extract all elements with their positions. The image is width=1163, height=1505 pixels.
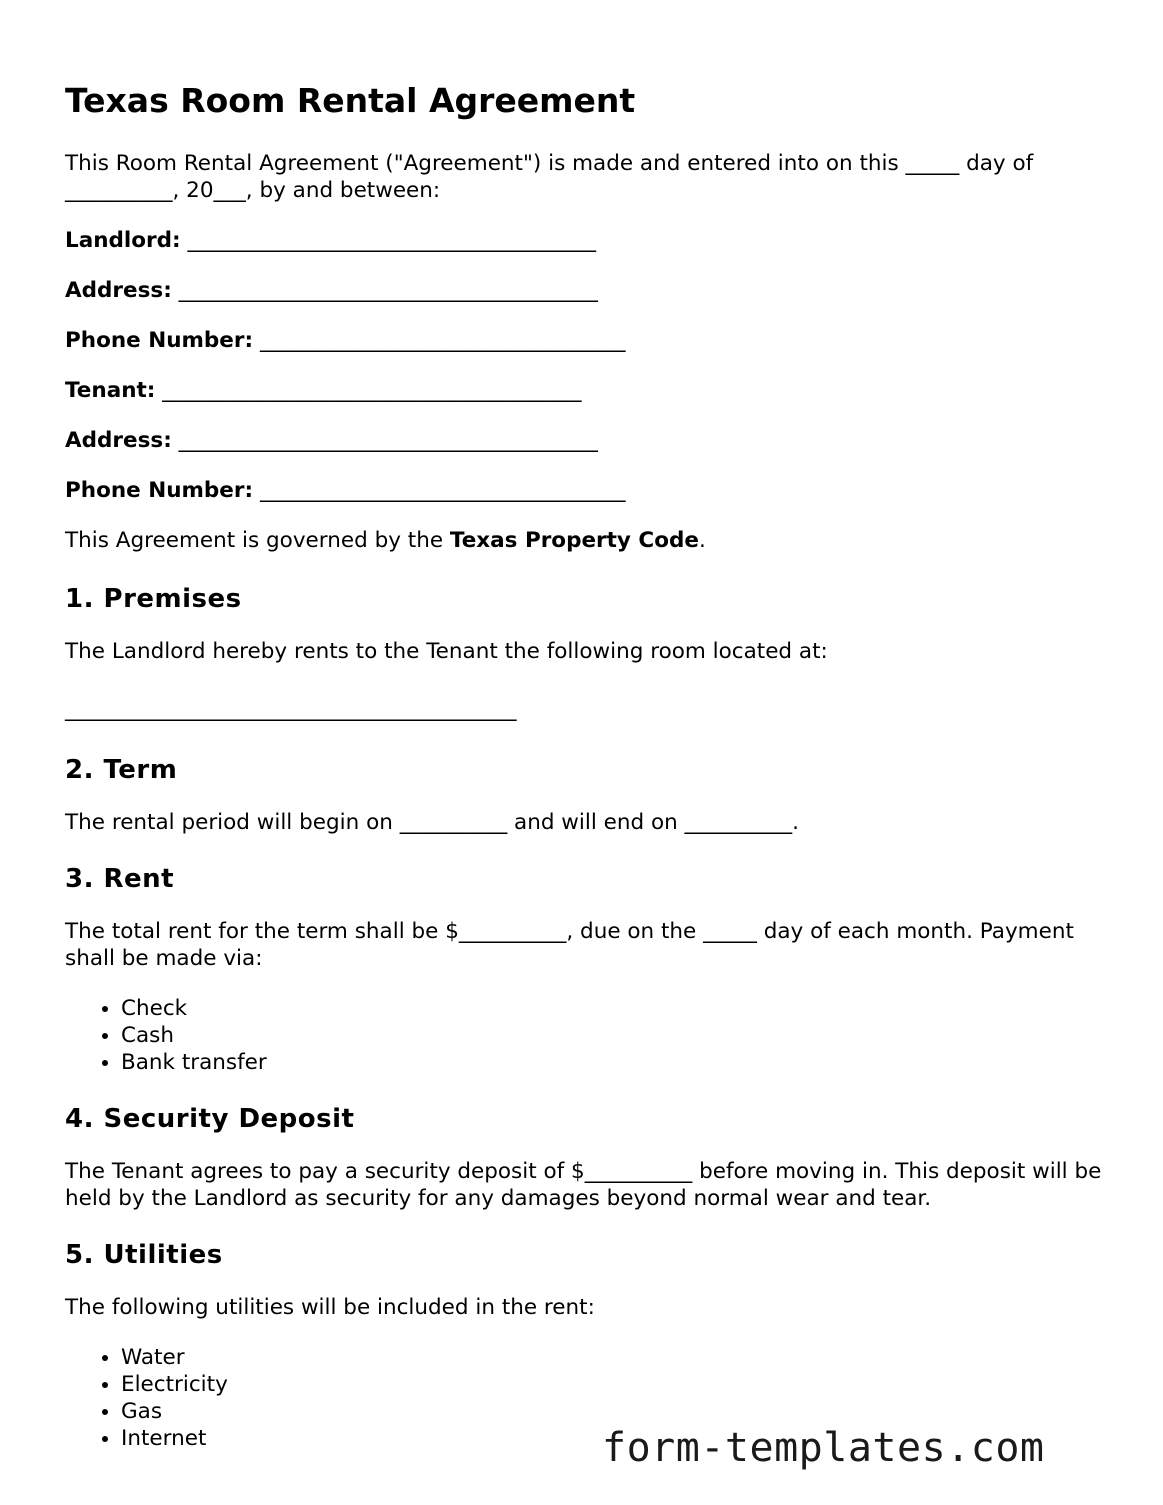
field-label: Address: [65,428,172,453]
list-item: • Water [121,1344,1105,1371]
field-blank: _______________________________________ [178,428,598,453]
section-deposit-heading: 4. Security Deposit [65,1104,355,1134]
governing-law-suffix: . [698,528,706,553]
field-blank: ______________________________________ [187,228,596,253]
list-item: • Cash [121,1022,1105,1049]
governing-law-paragraph [65,527,1105,554]
watermark: form-templates.com [602,1425,1045,1471]
section-premises-text: The Landlord hereby rents to the Tenant the following room located at: [65,639,828,664]
section-term-text: The rental period will begin on __________ and will end on __________. [65,810,799,835]
governing-law-name: Texas Property Code [449,528,699,553]
governing-law-prefix: This Agreement is governed by the [65,528,450,553]
field-label: Phone Number: [65,478,254,503]
field-label: Phone Number: [65,328,254,353]
section-rent-text: The total rent for the term shall be $__________, due on the _____ day of each month. Payment shall be made via: [65,919,1074,971]
field-blank: __________________________________ [259,478,626,503]
list-item: • Bank transfer [121,1049,1105,1076]
field-label: Address: [65,278,172,303]
document-title: Texas Room Rental Agreement [65,81,636,120]
field-blank: _______________________________________ [162,378,582,403]
section-utilities-text: The following utilities will be included in the rent: [65,1295,595,1320]
tenant-field [65,377,1105,404]
list-item: • Electricity [121,1371,1105,1398]
tenant-phone-field [65,477,1105,504]
section-premises-heading: 1. Premises [65,584,242,614]
intro-paragraph: This Room Rental Agreement ("Agreement") is made and entered into on this _____ day of __________, 20___, by and between: [65,151,1034,203]
field-blank: _______________________________________ [178,278,598,303]
landlord-phone-field [65,327,1105,354]
section-utilities-heading: 5. Utilities [65,1240,223,1270]
document-page [65,78,1105,1478]
list-item: • Check [121,995,1105,1022]
payment-methods-list [65,995,1105,1076]
field-blank: __________________________________ [259,328,626,353]
landlord-field [65,227,1105,254]
list-item: • Gas [121,1398,1105,1425]
tenant-address-field [65,427,1105,454]
section-rent-heading: 3. Rent [65,864,175,894]
field-label: Tenant: [65,378,156,403]
field-label: Landlord: [65,228,181,253]
section-deposit-text: The Tenant agrees to pay a security deposit of $__________ before moving in. This deposit will be held by the Landlord as security for any damages beyond normal wear and tear. [65,1159,1102,1211]
premises-address-blank: __________________________________________ [65,697,517,722]
section-term-heading: 2. Term [65,755,178,785]
list-item: • Internet [121,1425,1105,1452]
landlord-address-field [65,277,1105,304]
